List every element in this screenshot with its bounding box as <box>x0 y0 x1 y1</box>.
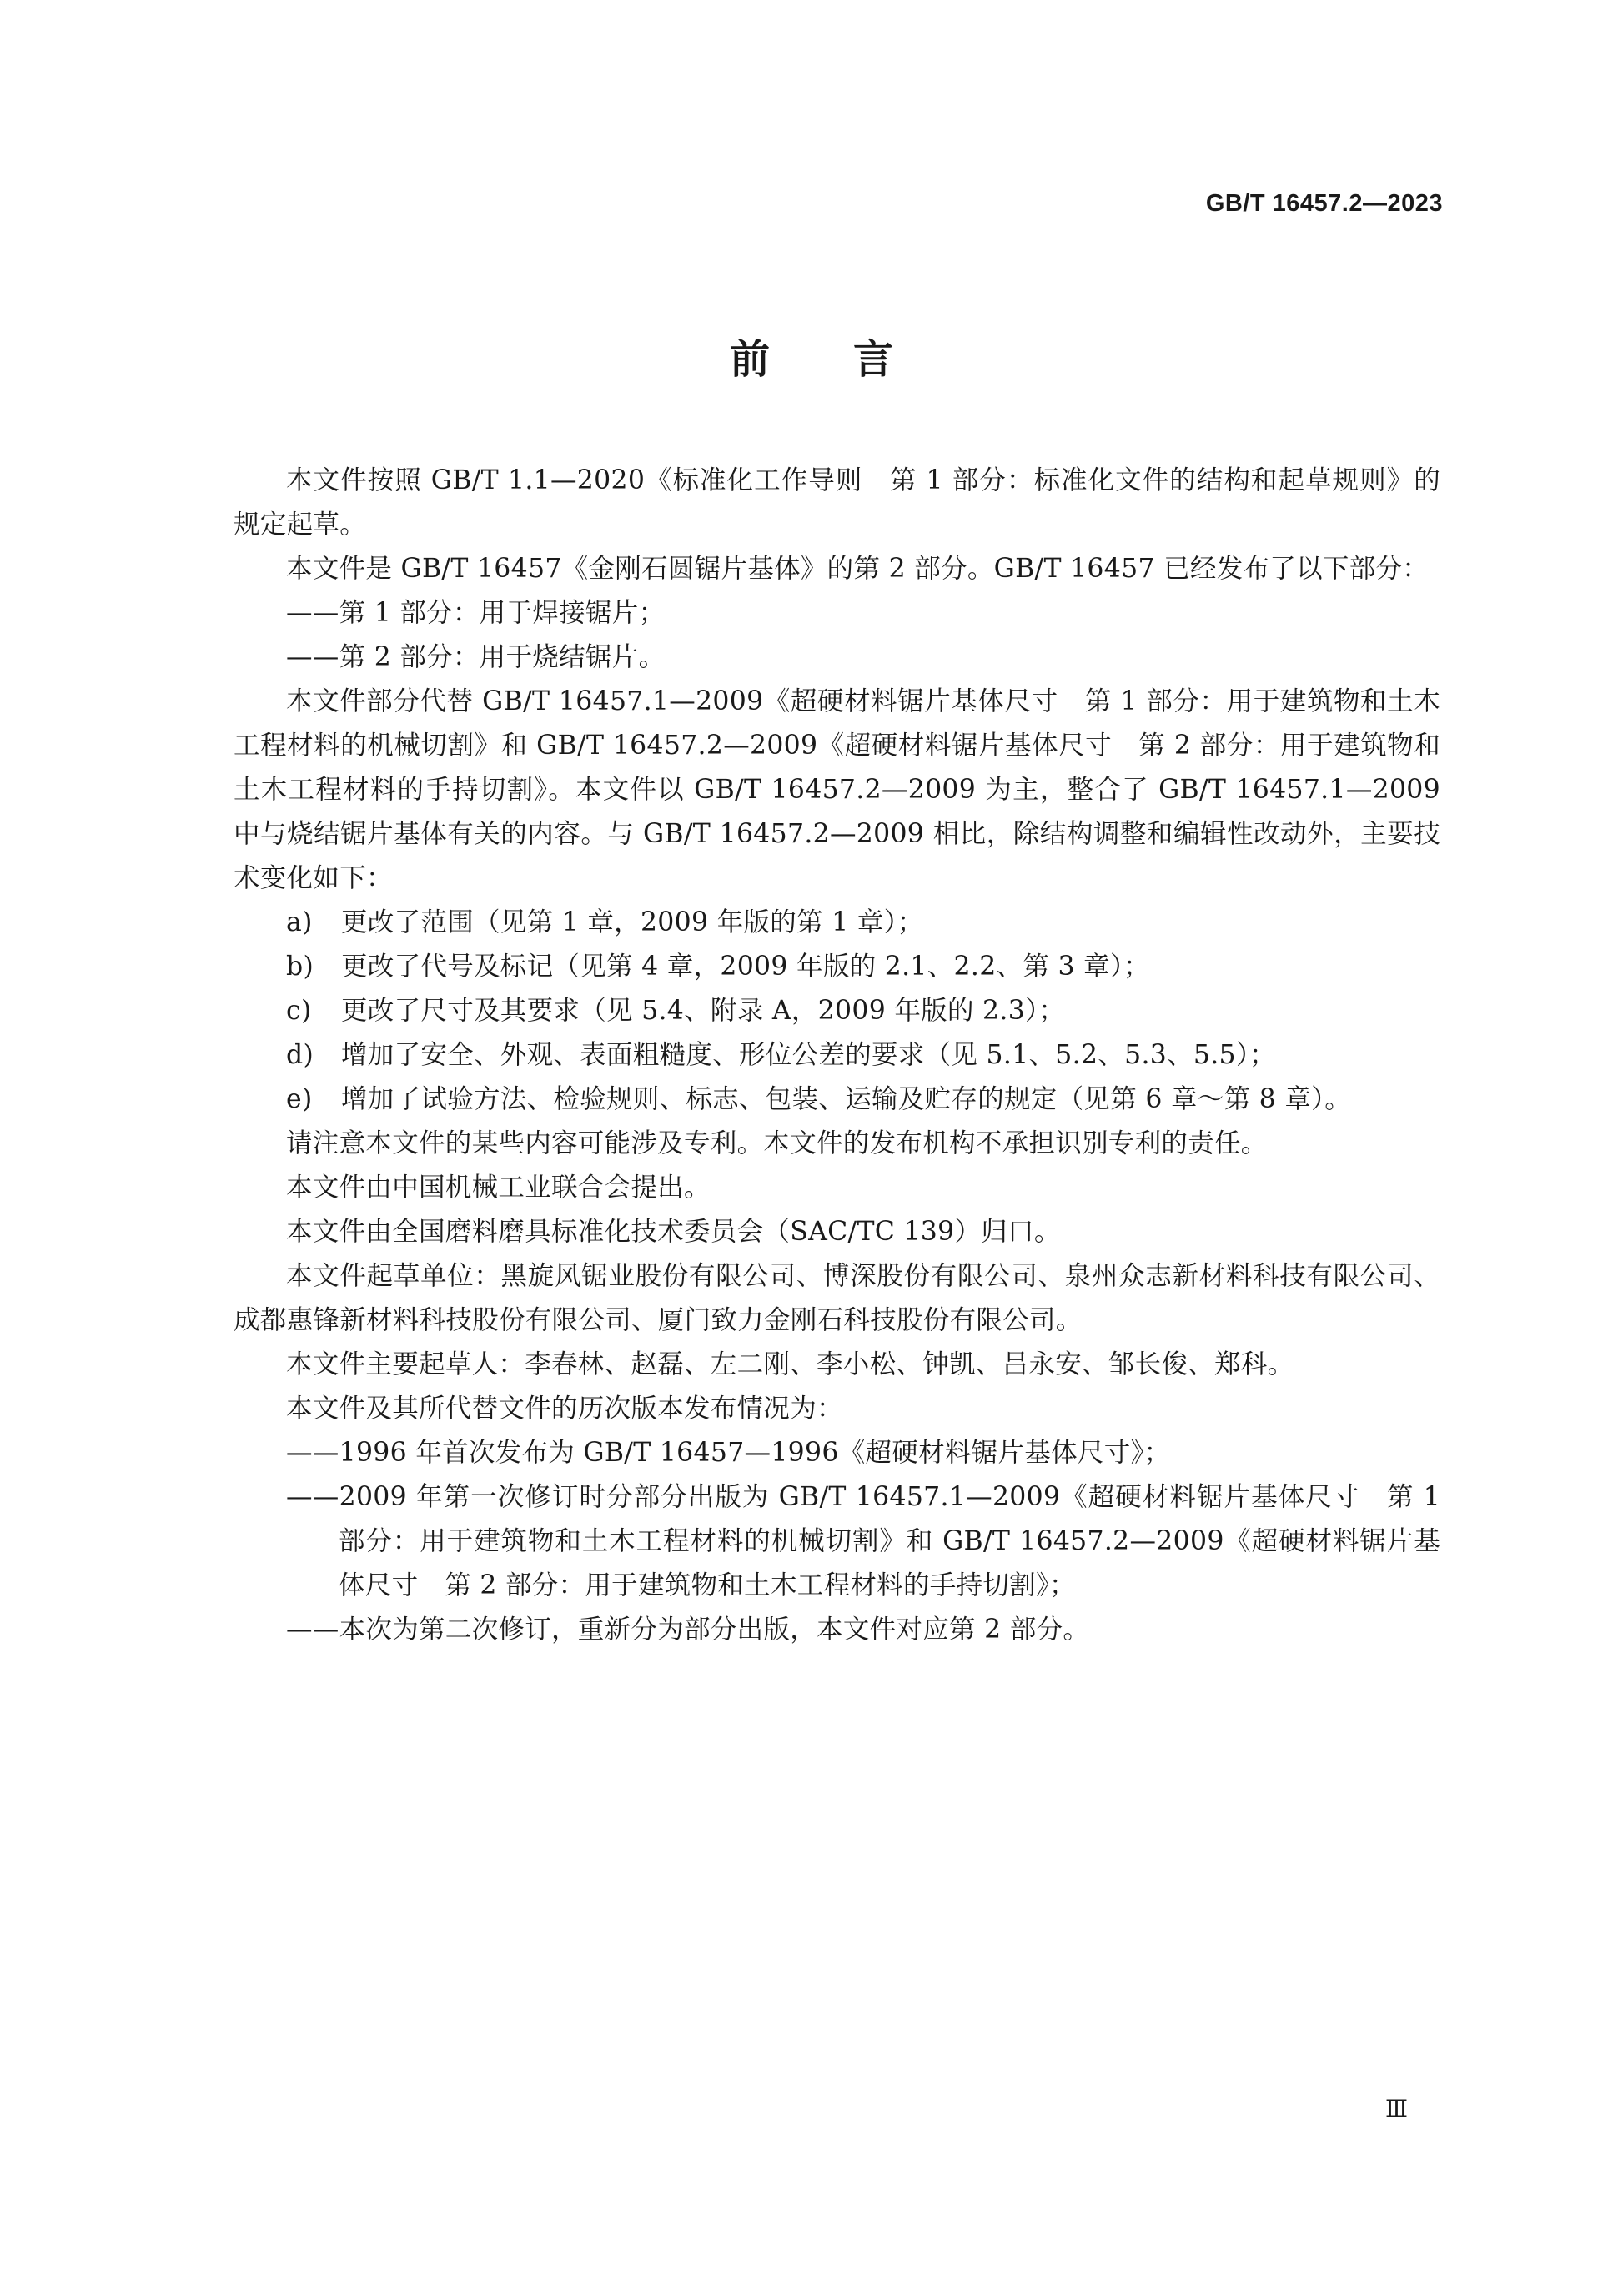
change-item-c <box>234 989 1440 1033</box>
change-text: 更改了范围（见第 1 章，2009 年版的第 1 章）； <box>341 907 924 937</box>
change-item-b <box>234 945 1440 989</box>
foreword-body <box>234 459 1440 1652</box>
history-item-current: ——本次为第二次修订，重新分为部分出版，本文件对应第 2 部分。 <box>286 1615 1090 1645</box>
change-mark: e) <box>286 1084 313 1114</box>
paragraph-part-info: 本文件是 GB/T 16457《金刚石圆锯片基体》的第 2 部分。GB/T 16457 已经发布了以下部分： <box>286 554 1430 584</box>
change-mark: b) <box>286 952 314 982</box>
page-number: Ⅲ <box>1384 2095 1408 2123</box>
change-mark: a) <box>286 907 313 937</box>
paragraph-committee: 本文件由全国磨料磨具标准化技术委员会（SAC/TC 139）归口。 <box>286 1217 1061 1247</box>
change-mark: c) <box>286 996 312 1026</box>
paragraph-history-intro: 本文件及其所代替文件的历次版本发布情况为： <box>286 1394 843 1424</box>
document-code: GB/T 16457.2—2023 <box>1205 190 1443 217</box>
change-item-d <box>234 1033 1440 1078</box>
history-item-2009: ——2009 年第一次修订时分部分出版为 GB/T 16457.1—2009《超硬材料锯片基体尺寸 第 1 部分：用于建筑物和土木工程材料的机械切割》和 GB/T 16457.2—2009《超硬材料锯片基体尺寸 第 2 部分：用于建筑物和土木工程材料的手持切割》； <box>286 1482 1440 1600</box>
paragraph-patent-notice: 请注意本文件的某些内容可能涉及专利。本文件的发布机构不承担识别专利的责任。 <box>286 1128 1268 1158</box>
change-item-a <box>234 901 1440 945</box>
paragraph-drafting-units: 本文件起草单位：黑旋风锯业股份有限公司、博深股份有限公司、泉州众志新材料科技有限公司、成都惠锋新材料科技股份有限公司、厦门致力金刚石科技股份有限公司。 <box>234 1261 1440 1335</box>
paragraph-replacement: 本文件部分代替 GB/T 16457.1—2009《超硬材料锯片基体尺寸 第 1 部分：用于建筑物和土木工程材料的机械切割》和 GB/T 16457.2—2009《超硬材料锯片基体尺寸 第 2 部分：用于建筑物和土木工程材料的手持切割》。本文件以 GB/T 16457.2—2009 为主，整合了 GB/T 16457.1—2009 中与烧结锯片基体有关的内容。与 GB/T 16457.2—2009 相比，除结构调整和编辑性改动外，主要技术变化如下： <box>234 686 1440 893</box>
list-item-part-1: ——第 1 部分：用于焊接锯片； <box>286 598 666 628</box>
paragraph-drafting-rules: 本文件按照 GB/T 1.1—2020《标准化工作导则 第 1 部分：标准化文件的结构和起草规则》的规定起草。 <box>234 465 1440 540</box>
change-text: 更改了尺寸及其要求（见 5.4、附录 A，2009 年版的 2.3）； <box>341 996 1065 1026</box>
change-text: 更改了代号及标记（见第 4 章，2009 年版的 2.1、2.2、第 3 章）； <box>341 952 1150 982</box>
change-text: 增加了试验方法、检验规则、标志、包装、运输及贮存的规定（见第 6 章～第 8 章）。 <box>341 1084 1351 1114</box>
list-item-part-2: ——第 2 部分：用于烧结锯片。 <box>286 642 666 672</box>
paragraph-proposer: 本文件由中国机械工业联合会提出。 <box>286 1173 711 1203</box>
history-item-1996: ——1996 年首次发布为 GB/T 16457—1996《超硬材料锯片基体尺寸》； <box>286 1438 1171 1468</box>
change-item-e <box>234 1078 1440 1122</box>
page-title: 前言 <box>729 336 977 383</box>
change-text: 增加了安全、外观、表面粗糙度、形位公差的要求（见 5.1、5.2、5.3、5.5）； <box>341 1040 1276 1070</box>
change-mark: d) <box>286 1040 314 1070</box>
paragraph-drafters: 本文件主要起草人：李春林、赵磊、左二刚、李小松、钟凯、吕永安、邹长俊、郑科。 <box>286 1349 1294 1379</box>
